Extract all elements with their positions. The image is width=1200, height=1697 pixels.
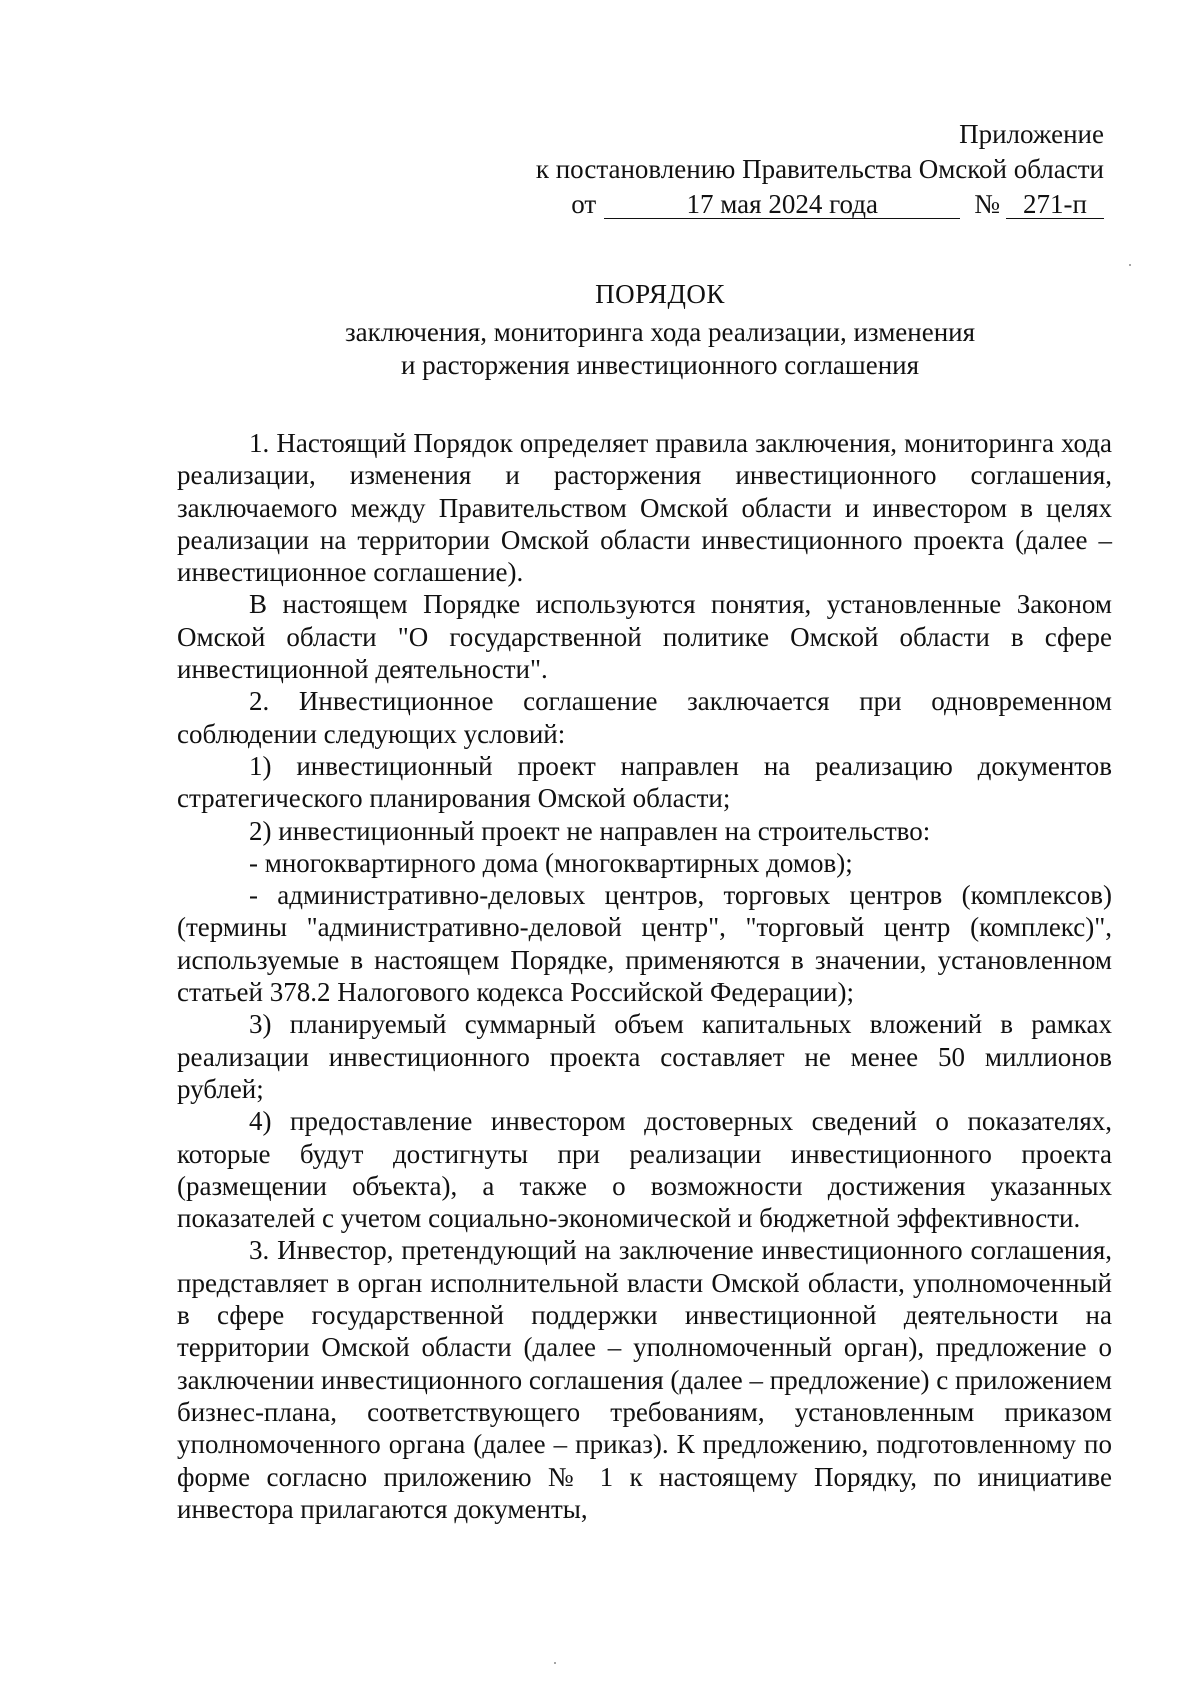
document-number: 271-п (1006, 190, 1104, 219)
paragraph-3: 2. Инвестиционное соглашение заключается при одновременном соблюдении следующих условий: (177, 686, 1112, 749)
paragraph-9: 4) предоставление инвестором достоверных сведений о показателях, которые будут достигнуты при реализации инвестиционного проекта (размещении объекта), а также о возможности достижения указанных показателей с учетом социально-экономической и бюджетной эффективности. (177, 1106, 1112, 1234)
title-subtitle-line-2: и расторжения инвестиционного соглашения (400, 350, 920, 380)
scan-speck (554, 1662, 556, 1664)
appendix-label: Приложение (959, 119, 1104, 149)
paragraph-1: 1. Настоящий Порядок определяет правила заключения, мониторинга хода реализации, изменения и расторжения инвестиционного соглашения, заключаемого между Правительством Омской области и инвестором в целях реализации на территории Омской области инвестиционного проекта (далее – инвестиционное соглашение). (177, 428, 1112, 588)
paragraph-2: В настоящем Порядке используются понятия, установленные Законом Омской области "О государственной политике Омской области в сфере инвестиционной деятельности". (177, 589, 1112, 685)
document-date: 17 мая 2024 года (604, 190, 960, 219)
document-title (140, 277, 1180, 382)
paragraph-10: 3. Инвестор, претендующий на заключение инвестиционного соглашения, представляет в орган исполнительной власти Омской области, уполномоченный в сфере государственной поддержки инвестиционной деятельности на территории Омской области (далее – уполномоченный орган), предложение о заключении инвестиционного соглашения (далее – предложение) с приложением бизнес-плана, соответствующего требованиям, установленным приказом уполномоченного органа (далее – приказ). К предложению, подготовленному по форме согласно приложению № 1 к настоящему Порядку, по инициативе инвестора прилагаются документы, (177, 1235, 1112, 1524)
paragraph-7: - административно-деловых центров, торговых центров (комплексов) (термины "административно-деловой центр", "торговый центр (комплекс)", используемые в настоящем Порядке, применяются в значении, установленном статьей 378.2 Налогового кодекса Российской Федерации); (177, 880, 1112, 1008)
paragraph-4: 1) инвестиционный проект направлен на реализацию документов стратегического планирования Омской области; (177, 750, 1112, 814)
document-body (177, 427, 1112, 1525)
scan-speck (1129, 264, 1131, 266)
title-subtitle-line-1: заключения, мониторинга хода реализации, изменения (344, 317, 976, 347)
appendix-reference: к постановлению Правительства Омской области (535, 154, 1104, 184)
appendix-header (536, 117, 1104, 222)
paragraph-8: 3) планируемый суммарный объем капитальных вложений в рамках реализации инвестиционного проекта составляет не менее 50 миллионов рублей; (177, 1009, 1112, 1104)
title-main: ПОРЯДОК (595, 279, 725, 309)
paragraph-5: 2) инвестиционный проект не направлен на строительство: (249, 815, 931, 846)
number-sign: № (974, 189, 1000, 219)
date-prefix: от (571, 189, 597, 219)
paragraph-6: - многоквартирного дома (многоквартирных домов); (249, 847, 853, 878)
appendix-date-number-line (536, 187, 1104, 222)
